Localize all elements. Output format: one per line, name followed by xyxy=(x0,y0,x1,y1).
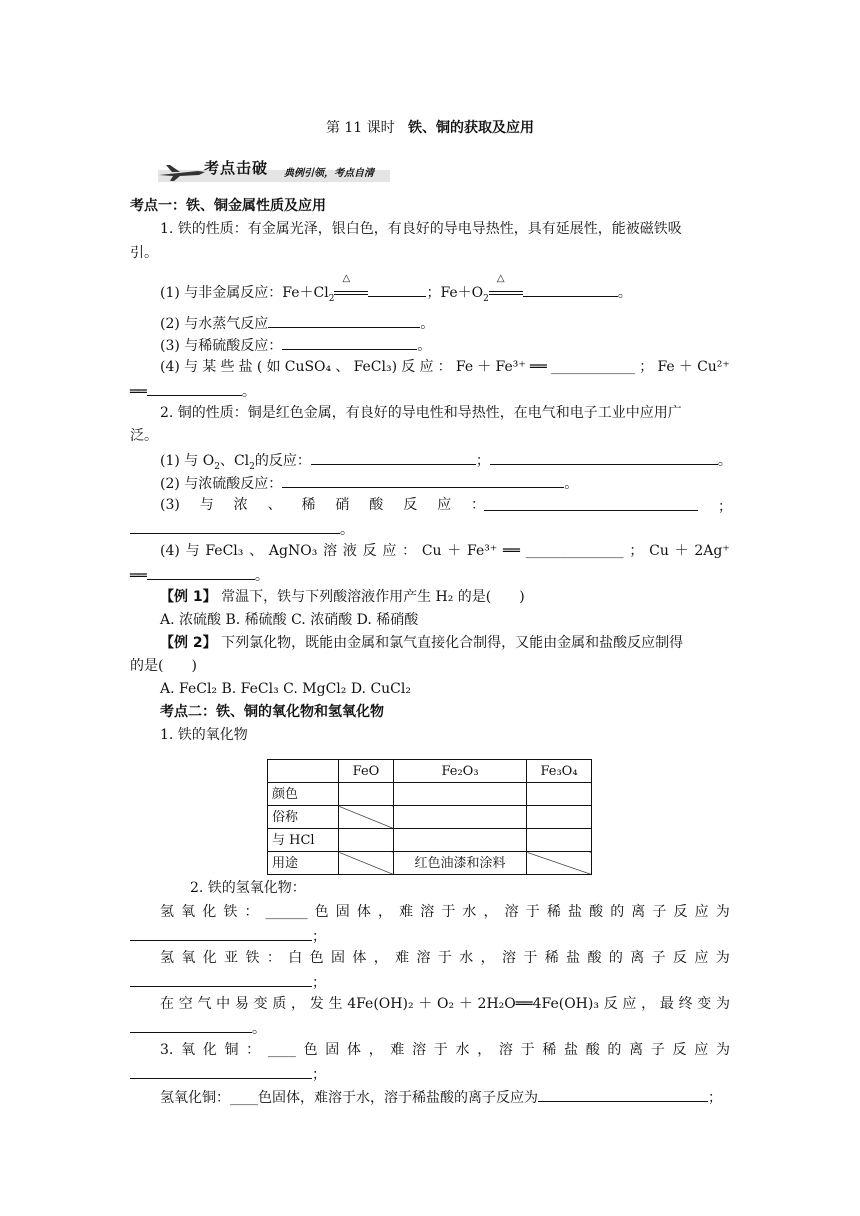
word: 水 xyxy=(459,950,474,966)
word: ， xyxy=(641,996,656,1012)
word: ＋ xyxy=(678,359,693,375)
cuo-line xyxy=(160,1043,730,1057)
word: 盐 xyxy=(567,904,582,920)
word: 溶 xyxy=(420,904,435,920)
iron-salt-reaction xyxy=(160,360,730,374)
answer-blank[interactable] xyxy=(130,974,312,987)
word: 如 xyxy=(266,359,281,375)
word: O₂ xyxy=(437,996,455,1012)
word: ； xyxy=(639,359,654,375)
word: 水 xyxy=(462,904,477,920)
word: 水 xyxy=(455,1042,470,1058)
answer-blank[interactable] xyxy=(130,1020,252,1033)
row-label: 用途 xyxy=(268,852,339,875)
word: 的 xyxy=(608,950,623,966)
word: 盐 xyxy=(566,950,581,966)
word: 应 xyxy=(694,1042,709,1058)
word: FeCl₃) xyxy=(353,359,398,375)
word: ， xyxy=(483,904,498,920)
word: 氧 xyxy=(181,904,196,920)
copper-props-line2: 泛。 xyxy=(130,428,158,444)
word: 中 xyxy=(216,996,231,1012)
word: 气 xyxy=(197,996,212,1012)
word: 反 xyxy=(403,497,418,513)
word: (4) xyxy=(160,359,180,375)
word: 硝 xyxy=(335,497,350,513)
answer-blank[interactable] xyxy=(130,1066,312,1079)
crossed-cell xyxy=(339,806,394,829)
row-label: 俗称 xyxy=(268,806,339,829)
word: 离 xyxy=(630,950,645,966)
iron-steam-reaction: (2) 与水蒸气反应 。 xyxy=(160,316,435,332)
word: 氧 xyxy=(181,950,196,966)
word: 氢 xyxy=(160,950,174,966)
table-cell[interactable] xyxy=(527,806,592,829)
word: 色 xyxy=(309,950,324,966)
table-cell[interactable] xyxy=(339,829,394,852)
iron-acid-reaction: (3) 与稀硫酸反应： 。 xyxy=(160,338,432,354)
copper-hno3-reaction xyxy=(160,498,485,512)
word: 在 xyxy=(160,996,174,1012)
table-row xyxy=(268,852,592,875)
word: ： xyxy=(246,1042,261,1058)
word: (4) xyxy=(160,543,180,559)
word: 最 xyxy=(659,996,674,1012)
word: ______________ xyxy=(525,543,624,559)
word: ： xyxy=(471,497,485,513)
answer-blank[interactable] xyxy=(368,284,426,297)
table-cell[interactable] xyxy=(527,829,592,852)
table-row xyxy=(268,829,592,852)
word: 的 xyxy=(610,904,625,920)
word: 氧 xyxy=(181,1042,196,1058)
answer-blank[interactable] xyxy=(523,284,618,297)
table-header: FeO xyxy=(339,760,394,783)
kp1-heading: 考点一：铁、铜金属性质及应用 xyxy=(130,198,326,214)
answer-blank[interactable] xyxy=(147,567,255,580)
word: Fe³⁺ xyxy=(495,359,526,375)
oxidation-line xyxy=(160,997,730,1011)
word: 3. xyxy=(160,1042,174,1058)
crossed-cell xyxy=(527,852,592,875)
word: 终 xyxy=(678,996,693,1012)
copper-props-line1: 2. 铜的性质：铜是红色金属，有良好的导电性和导热性，在电气和电子工业中应用广 xyxy=(160,405,682,421)
word: AgNO₃ xyxy=(268,543,318,559)
word: 稀 xyxy=(544,950,559,966)
copper-hno3-blank: ； xyxy=(484,498,732,514)
oxides-title: 1. 铁的氧化物 xyxy=(160,727,248,743)
example-1: 【例 1】 常温下，铁与下列酸溶液作用产生 H₂ 的是( ) xyxy=(160,589,525,605)
fe-oh3-line xyxy=(160,905,730,919)
fe-oh2-line xyxy=(160,951,730,965)
word: ， xyxy=(373,950,388,966)
word: 体 xyxy=(352,950,367,966)
answer-blank[interactable] xyxy=(490,452,718,465)
banner-title: 考点击破 xyxy=(204,159,269,177)
hydroxide-title: 2. 铁的氢氧化物： xyxy=(190,880,306,896)
table-cell[interactable] xyxy=(394,806,527,829)
word: ： xyxy=(244,904,259,920)
kp2-heading: 考点二：铁、铜的氧化物和氢氧化物 xyxy=(160,704,384,720)
word: ______ xyxy=(265,904,308,920)
answer-blank[interactable] xyxy=(130,521,340,534)
answer-blank[interactable] xyxy=(130,928,312,941)
word: ＋ xyxy=(674,543,689,559)
word: ____ xyxy=(267,1042,296,1058)
airplane-icon xyxy=(158,162,206,182)
word: Cu²⁺ xyxy=(697,359,730,375)
answer-blank[interactable] xyxy=(538,1089,708,1102)
iron-salt-reaction-cont: ══ 。 xyxy=(130,384,256,400)
section-banner xyxy=(158,160,390,184)
copper-oxygen-reaction: (1) 与 $O_2$、$Cl_2$的反应： ； 。 xyxy=(160,453,732,472)
word: ══ xyxy=(503,543,520,559)
answer-blank[interactable] xyxy=(282,475,564,488)
word: 铜 xyxy=(224,1042,239,1058)
word: ( xyxy=(256,359,263,375)
word: 应 xyxy=(694,904,709,920)
word: 于 xyxy=(441,904,456,920)
word: 难 xyxy=(395,950,410,966)
word: 应 xyxy=(382,543,397,559)
word: 难 xyxy=(399,904,414,920)
word: ， xyxy=(291,996,306,1012)
copper-salt-reaction-cont: ══ 。 xyxy=(130,568,269,584)
word: 固 xyxy=(335,904,350,920)
word: 应 xyxy=(694,950,709,966)
word: 反 xyxy=(362,543,377,559)
word: (3) xyxy=(160,497,180,513)
word: 体 xyxy=(356,904,371,920)
copper-salt-reaction xyxy=(160,544,730,558)
table-cell[interactable] xyxy=(339,783,394,806)
copper-hno3-cont: 。 xyxy=(130,521,354,537)
table-cell[interactable] xyxy=(394,829,527,852)
word: 发 xyxy=(309,996,324,1012)
word: Cu xyxy=(421,543,442,559)
word: 浓 xyxy=(233,497,248,513)
word: 溶 xyxy=(502,950,516,966)
word: 、 xyxy=(335,359,350,375)
word: 溶 xyxy=(412,1042,427,1058)
word: 溶 xyxy=(498,1042,513,1058)
word: 固 xyxy=(331,950,345,966)
table-cell: 红色油漆和涂料 xyxy=(394,852,527,875)
cu-oh2-line: 氢氧化铜：____色固体，难溶于水，溶于稀盐酸的离子反应为 ； xyxy=(160,1090,722,1106)
word: 离 xyxy=(631,904,646,920)
word: 生 xyxy=(328,996,343,1012)
word: ： xyxy=(402,543,417,559)
word: 酸 xyxy=(369,497,384,513)
word: 溶 xyxy=(323,543,338,559)
word: 色 xyxy=(303,1042,318,1058)
word: ＋ xyxy=(477,359,492,375)
word: 酸 xyxy=(585,1042,600,1058)
word: 盐 xyxy=(238,359,253,375)
table-header-row xyxy=(268,760,592,783)
word: 稀 xyxy=(546,904,561,920)
word: 2H₂O══4Fe(OH)₃ xyxy=(477,996,599,1012)
word: 反 xyxy=(603,996,618,1012)
copper-h2so4-reaction: (2) 与浓硫酸反应： 。 xyxy=(160,476,579,492)
answer-blank[interactable] xyxy=(484,498,698,511)
word: 溶 xyxy=(416,950,431,966)
word: 子 xyxy=(652,904,667,920)
word: 化 xyxy=(202,1042,217,1058)
word: 变 xyxy=(253,996,268,1012)
iron-props-line2: 引。 xyxy=(130,245,158,261)
word: ， xyxy=(477,1042,492,1058)
iron-oxides-table xyxy=(267,759,592,875)
example-2: 【例 2】 下列氯化物，既能由金属和氯气直接化合制得，又能由金属和盐酸反应制得 xyxy=(160,635,684,651)
word: 应 xyxy=(622,996,637,1012)
word: 与 xyxy=(185,543,200,559)
banner-subtitle: 典例引领，考点自清 xyxy=(284,168,374,179)
word: 于 xyxy=(437,950,452,966)
table-cell[interactable] xyxy=(394,783,527,806)
word: 白 xyxy=(288,950,303,966)
iron-props-line1: 1. 铁的性质：有金属光泽，银白色，有良好的导电导热性，具有延展性，能被磁铁吸 xyxy=(160,221,682,237)
word: 2Ag⁺ xyxy=(694,543,730,559)
word: 反 xyxy=(673,904,688,920)
word: 铁 xyxy=(223,904,238,920)
table-header: Fe₃O₄ xyxy=(527,760,592,783)
word: ： xyxy=(266,950,281,966)
word: 应 xyxy=(419,359,434,375)
row-label: 与 HCl xyxy=(268,829,339,852)
word: 体 xyxy=(346,1042,361,1058)
word: 反 xyxy=(672,1042,687,1058)
word: ＋ xyxy=(418,996,433,1012)
word: 化 xyxy=(202,950,217,966)
word: 为 xyxy=(716,996,730,1012)
word: 为 xyxy=(715,950,730,966)
answer-blank[interactable] xyxy=(311,452,476,465)
word: 4Fe(OH)₂ xyxy=(347,996,414,1012)
word: Fe³⁺ xyxy=(467,543,498,559)
word: ══ xyxy=(529,359,547,375)
word: 质 xyxy=(272,996,287,1012)
word: 反 xyxy=(673,950,687,966)
iron-nonmetal-reaction: (1) 与非金属反应：$Fe+Cl_2$ △ ；$Fe+O_2$ △ 。 xyxy=(160,273,632,304)
word: ， xyxy=(480,950,495,966)
word: ： xyxy=(437,359,452,375)
word: 、 xyxy=(267,497,282,513)
word: 易 xyxy=(234,996,249,1012)
word: Cu xyxy=(649,543,669,559)
word: 反 xyxy=(401,359,416,375)
word: 的 xyxy=(607,1042,622,1058)
lesson-number: 第 11 课时 xyxy=(325,120,395,136)
table-header: Fe₂O₃ xyxy=(394,760,527,783)
word: ； xyxy=(629,543,644,559)
word: 离 xyxy=(629,1042,644,1058)
worksheet-page: 第 11 课时 铁、铜的获取及应用 考点击破 典例引领，考点自清 考点一：铁、铜金属性质及应用 1. 铁的性质：有金属光泽，银白色，有良好的导电导热性，具有延展性，能被磁铁吸 引。 (1) 与非金属反应：$Fe+Cl_2$ △ ；$Fe+O_2$ △ 。 (2) 与水蒸气反应 。 (3) 与稀硫酸反应： 。 (4) 与 某 些 盐 ( 如 CuSO₄ 、 FeCl₃) 反 应 ： Fe ＋ Fe³⁺ ══ ____________ ； Fe ＋ Cu²⁺ ══ 。 2. 铜的性质：铜是红色金属，有良好的导电性和导热性，在电气和电子工业中应用广 泛。 (1) 与 $O_2$、$Cl_2$的反应： ； 。 (2) 与浓硫酸反应： 。 (3) 与 浓 、 稀 硝 酸 反 应 ： ； 。 (4) 与 FeCl₃ 、 AgNO₃ 溶 液 反 应 ： Cu ＋ Fe³⁺ ══ ______________ ； Cu ＋ 2Ag⁺ ══ 。 【例 1】 常温下，铁与下列酸溶液作用产生 H₂ 的是( ) A. 浓硫酸 B. 稀硫酸 C. 浓硝酸 D. 稀硝酸 【例 2】 下列氯化物，既能由金属和氯气直接化合制得，又能由金属和盐酸反应制得 的是( ) A. FeCl₂ B. FeCl₃ C. MgCl₂ D. CuCl₂ 考点二：铁、铜的氧化物和氢氧化物 1. 铁的氧化物 FeO Fe₂O₃ Fe₃O₄ 颜色 俗称 与 HCl 用途 红色油漆和涂料 2. 铁的氢氧化物： 氢 氧 化 铁 ： ______ 色 固 体 ， 难 溶 于 水 ， 溶 于 稀 盐 酸 的 离 子 反 应 为 ； 氢 氧 化 亚 铁 ： 白 色 固 体 ， 难 溶 于 水 ， 溶 于 稀 盐 酸 的 离 子 反 应 为 ； 在 空 气 中 易 变 质 ， 发 生 4Fe(OH)₂ ＋ O₂ ＋ 2H₂O══4Fe(OH)₃ 反 应 ， 最 终 变 为 。 3. 氧 化 铜 ： ____ 色 固 体 ， 难 溶 于 水 ， 溶 于 稀 盐 酸 的 离 子 反 应 为 ； 氢氧化铜：____色固体，难溶于水，溶于稀盐酸的离子反应为 ； xyxy=(0,0,860,1216)
word: 难 xyxy=(390,1042,405,1058)
answer-blank[interactable] xyxy=(268,315,420,328)
word: 、 xyxy=(249,543,264,559)
word: 某 xyxy=(202,359,217,375)
crossed-cell xyxy=(339,852,394,875)
word: 稀 xyxy=(301,497,316,513)
word: 空 xyxy=(178,996,193,1012)
lesson-topic: 铁、铜的获取及应用 xyxy=(408,120,535,136)
word: 氢 xyxy=(160,904,174,920)
word: 酸 xyxy=(587,950,602,966)
word: 应 xyxy=(437,497,452,513)
table-row xyxy=(268,806,592,829)
word: ， xyxy=(377,904,392,920)
word: 稀 xyxy=(542,1042,557,1058)
word: CuSO₄ xyxy=(284,359,332,375)
answer-blank[interactable] xyxy=(282,337,417,350)
word: 亚 xyxy=(224,950,239,966)
word: 为 xyxy=(715,904,730,920)
word: Fe xyxy=(657,359,675,375)
word: 液 xyxy=(342,543,357,559)
word: 于 xyxy=(523,950,538,966)
word: FeCl₃ xyxy=(205,543,244,559)
word: ＋ xyxy=(458,996,473,1012)
word: 化 xyxy=(202,904,217,920)
word: 变 xyxy=(697,996,712,1012)
word: 与 xyxy=(184,359,199,375)
word: 于 xyxy=(520,1042,535,1058)
word: ____________ xyxy=(551,359,636,375)
table-cell[interactable] xyxy=(527,783,592,806)
word: 酸 xyxy=(589,904,604,920)
word: 固 xyxy=(325,1042,340,1058)
row-label: 颜色 xyxy=(268,783,339,806)
word: 子 xyxy=(650,1042,665,1058)
answer-blank[interactable] xyxy=(147,383,242,396)
word: 溶 xyxy=(504,904,519,920)
example-2-cont: 的是( ) xyxy=(130,658,197,674)
word: 与 xyxy=(199,497,214,513)
word: 盐 xyxy=(564,1042,579,1058)
word: ＋ xyxy=(447,543,462,559)
word: 铁 xyxy=(245,950,260,966)
example-2-options: A. FeCl₂ B. FeCl₃ C. MgCl₂ D. CuCl₂ xyxy=(160,681,411,697)
word: 些 xyxy=(220,359,235,375)
word: 于 xyxy=(525,904,540,920)
page-title xyxy=(0,121,860,135)
word: 子 xyxy=(651,950,666,966)
word: 色 xyxy=(314,904,329,920)
word: Fe xyxy=(455,359,474,375)
example-1-options: A. 浓硫酸 B. 稀硫酸 C. 浓硝酸 D. 稀硝酸 xyxy=(160,612,419,628)
table-row xyxy=(268,783,592,806)
word: 于 xyxy=(433,1042,448,1058)
word: 为 xyxy=(715,1042,730,1058)
word: ， xyxy=(368,1042,383,1058)
